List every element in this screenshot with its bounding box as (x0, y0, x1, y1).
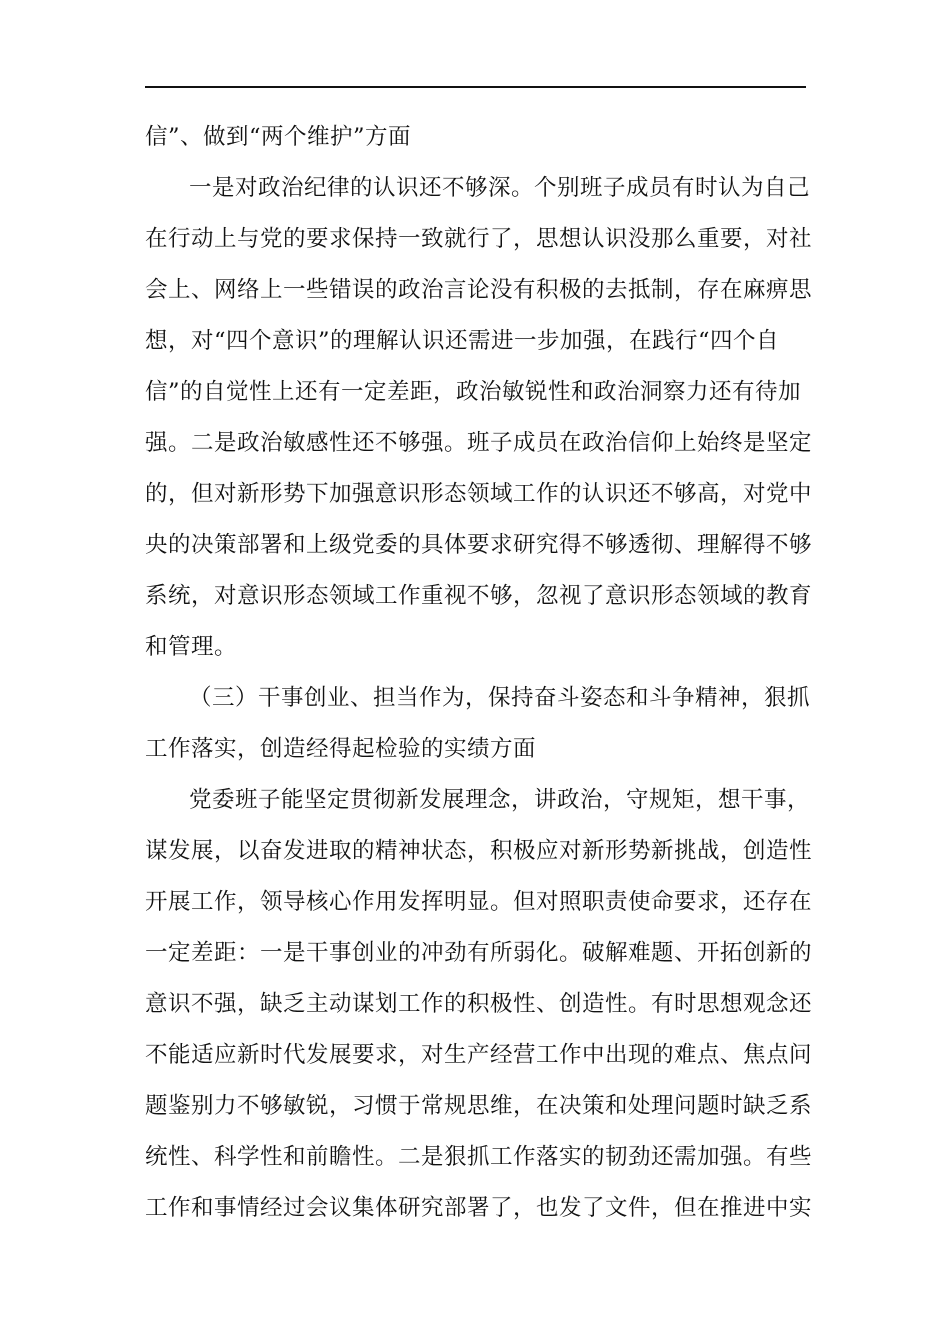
text-line: 意识不强，缺乏主动谋划工作的积极性、创造性。有时思想观念还 (145, 991, 813, 1017)
text-line: 开展工作，领导核心作用发挥明显。但对照职责使命要求，还存在 (145, 889, 813, 915)
text-line: 想，对“四个意识”的理解认识还需进一步加强，在践行“四个自 (145, 328, 780, 354)
text-line: 会上、网络上一些错误的政治言论没有积极的去抵制，存在麻痹思 (145, 277, 813, 303)
text-line: 谋发展，以奋发进取的精神状态，积极应对新形势新挑战，创造性 (145, 838, 813, 864)
text-line: 信”、做到“两个维护”方面 (145, 124, 412, 150)
text-line: 系统，对意识形态领域工作重视不够，忽视了意识形态领域的教育 (145, 583, 813, 609)
text-line: 不能适应新时代发展要求，对生产经营工作中出现的难点、焦点问 (145, 1042, 813, 1068)
text-line: 题鉴别力不够敏锐，习惯于常规思维，在决策和处理问题时缺乏系 (145, 1093, 813, 1119)
text-line: 强。二是政治敏感性还不够强。班子成员在政治信仰上始终是坚定 (145, 430, 813, 456)
text-line: 央的决策部署和上级党委的具体要求研究得不够透彻、理解得不够 (145, 532, 813, 558)
text-line: 信”的自觉性上还有一定差距，政治敏锐性和政治洞察力还有待加 (145, 379, 802, 405)
text-line: 和管理。 (145, 634, 238, 660)
section-heading: （三）干事创业、担当作为，保持奋斗姿态和斗争精神，狠抓 (189, 685, 811, 711)
text-line: 一定差距：一是干事创业的冲劲有所弱化。破解难题、开拓创新的 (145, 940, 813, 966)
header-rule (145, 86, 806, 88)
text-line: 的，但对新形势下加强意识形态领域工作的认识还不够高，对党中 (145, 481, 813, 507)
text-line: 在行动上与党的要求保持一致就行了，思想认识没那么重要，对社 (145, 226, 813, 252)
text-line: 一是对政治纪律的认识还不够深。个别班子成员有时认为自己 (189, 175, 811, 201)
body-text (145, 112, 813, 1234)
text-line: 党委班子能坚定贯彻新发展理念，讲政治，守规矩，想干事， (189, 787, 811, 813)
section-heading: 工作落实，创造经得起检验的实绩方面 (145, 736, 537, 762)
text-line: 工作和事情经过会议集体研究部署了，也发了文件，但在推进中实 (145, 1195, 813, 1221)
text-line: 统性、科学性和前瞻性。二是狠抓工作落实的韧劲还需加强。有些 (145, 1144, 813, 1170)
